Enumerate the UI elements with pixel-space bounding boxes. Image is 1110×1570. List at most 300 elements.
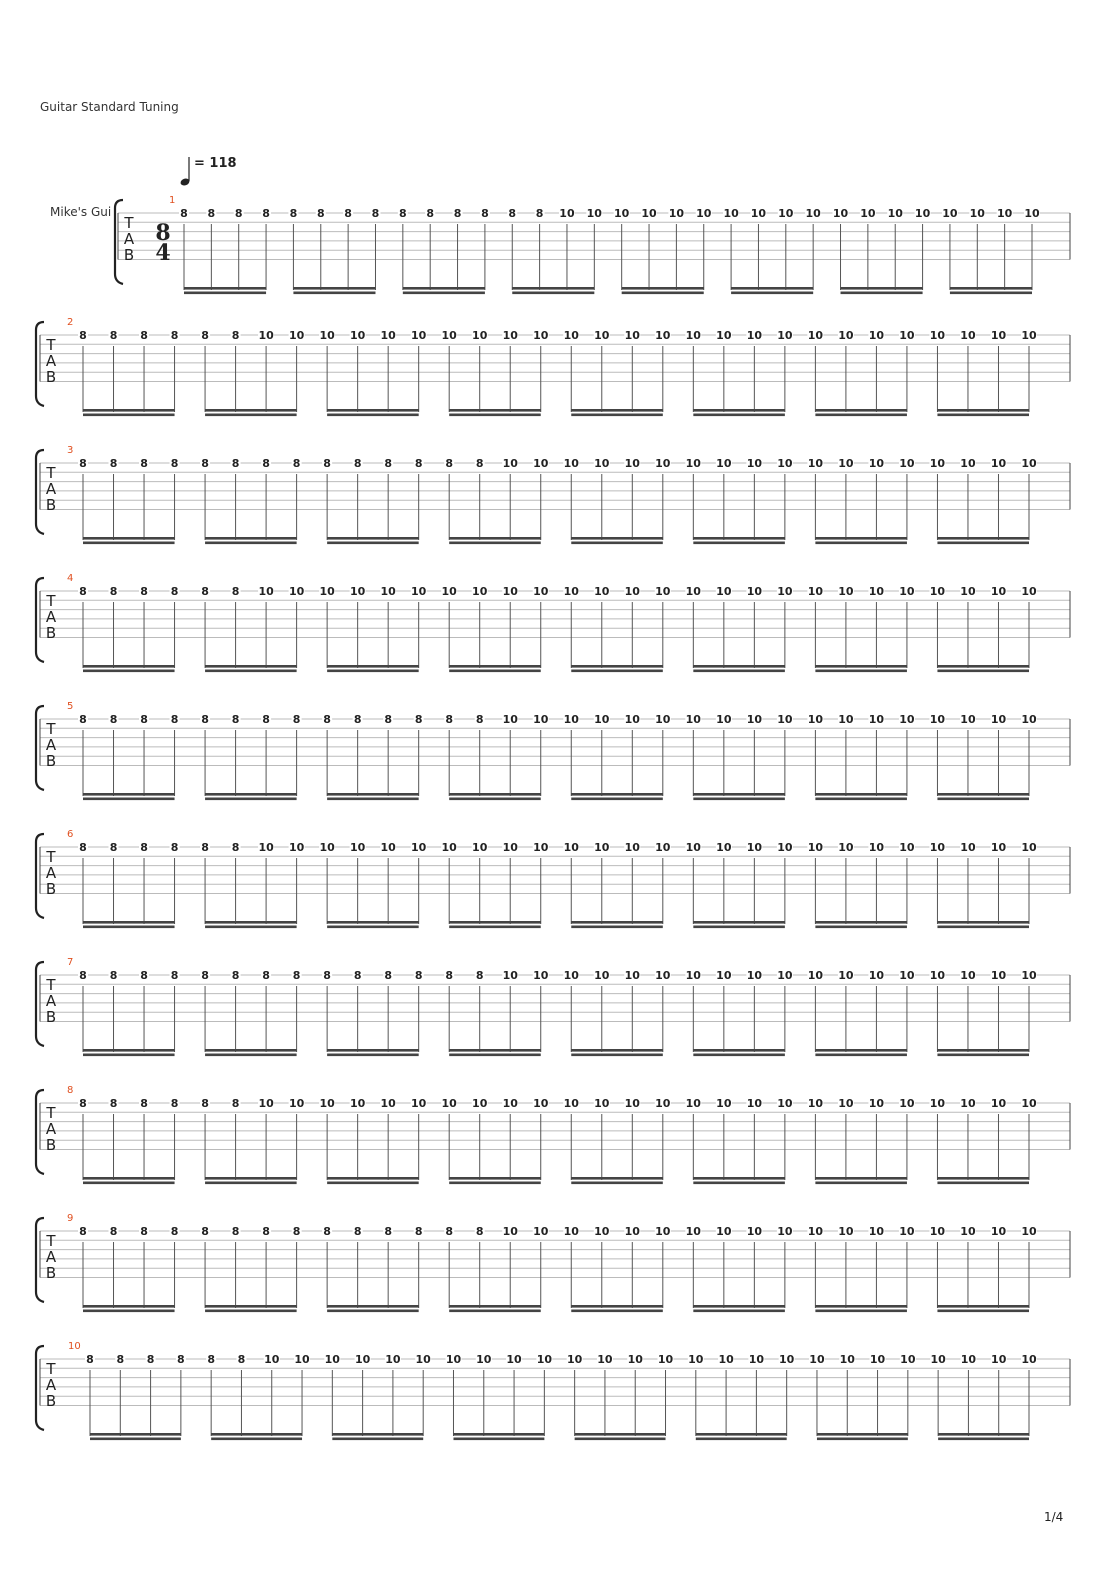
beam bbox=[205, 665, 297, 668]
fret-number: 10 bbox=[319, 585, 335, 598]
fret-number: 10 bbox=[807, 1097, 824, 1110]
fret-number: 8 bbox=[445, 457, 454, 470]
fret-number: 10 bbox=[624, 1225, 640, 1238]
fret-number: 10 bbox=[411, 585, 427, 598]
fret-number: 8 bbox=[414, 969, 423, 982]
beam bbox=[512, 287, 594, 290]
tab-system bbox=[0, 701, 1110, 816]
fret-number: 10 bbox=[411, 841, 427, 854]
fret-number: 10 bbox=[655, 841, 671, 854]
fret-number: 8 bbox=[79, 841, 87, 854]
beam bbox=[731, 292, 813, 295]
fret-number: 10 bbox=[258, 329, 274, 342]
fret-number: 8 bbox=[399, 207, 407, 220]
fret-number: 8 bbox=[109, 1097, 118, 1110]
beam bbox=[205, 542, 297, 545]
fret-number: 8 bbox=[292, 457, 301, 470]
bar-number: 9 bbox=[67, 1213, 74, 1224]
fret-number: 8 bbox=[180, 207, 188, 220]
fret-number: 10 bbox=[838, 457, 854, 470]
fret-number: 8 bbox=[109, 1225, 118, 1238]
fret-number: 10 bbox=[319, 841, 335, 854]
beam bbox=[571, 1177, 663, 1180]
fret-number: 10 bbox=[960, 329, 976, 342]
beam bbox=[327, 414, 419, 417]
fret-number: 8 bbox=[170, 841, 179, 854]
fret-number: 10 bbox=[838, 969, 854, 982]
beam bbox=[937, 414, 1029, 417]
fret-number: 8 bbox=[201, 713, 209, 726]
fret-number: 8 bbox=[414, 457, 423, 470]
beam bbox=[449, 1305, 541, 1308]
fret-number: 8 bbox=[384, 969, 392, 982]
tempo-value: = 118 bbox=[194, 156, 237, 171]
fret-number: 10 bbox=[258, 1097, 274, 1110]
fret-number: 10 bbox=[594, 1097, 610, 1110]
beam bbox=[83, 414, 175, 417]
fret-number: 10 bbox=[563, 713, 579, 726]
tab-letter: B bbox=[45, 1392, 57, 1410]
beam bbox=[327, 409, 419, 412]
beam bbox=[449, 926, 541, 929]
fret-number: 10 bbox=[1021, 713, 1037, 726]
fret-number: 8 bbox=[207, 1353, 215, 1366]
beam bbox=[937, 537, 1029, 540]
fret-number: 10 bbox=[472, 1097, 488, 1110]
fret-number: 10 bbox=[685, 713, 701, 726]
fret-number: 10 bbox=[502, 585, 518, 598]
tab-system bbox=[0, 445, 1110, 560]
fret-number: 10 bbox=[868, 969, 885, 982]
beam bbox=[332, 1438, 423, 1441]
fret-number: 8 bbox=[140, 969, 148, 982]
beam bbox=[693, 670, 785, 673]
fret-number: 10 bbox=[533, 841, 549, 854]
beam bbox=[83, 1310, 175, 1313]
fret-number: 10 bbox=[685, 585, 701, 598]
tab-letter: T bbox=[46, 464, 56, 482]
beam bbox=[83, 542, 175, 545]
beam bbox=[571, 793, 663, 796]
fret-number: 10 bbox=[349, 585, 366, 598]
fret-number: 10 bbox=[563, 841, 579, 854]
fret-number: 10 bbox=[778, 207, 794, 220]
tab-letter: A bbox=[45, 736, 57, 754]
beam bbox=[571, 670, 663, 673]
fret-number: 8 bbox=[384, 457, 392, 470]
fret-number: 10 bbox=[536, 1353, 553, 1366]
beam bbox=[817, 1438, 908, 1441]
fret-number: 10 bbox=[594, 329, 610, 342]
beam bbox=[815, 542, 907, 545]
fret-number: 8 bbox=[231, 1225, 240, 1238]
fret-number: 10 bbox=[533, 1225, 549, 1238]
fret-number: 10 bbox=[990, 1097, 1007, 1110]
fret-number: 8 bbox=[453, 207, 462, 220]
beam bbox=[937, 1049, 1029, 1052]
beam bbox=[937, 409, 1029, 412]
fret-number: 10 bbox=[930, 1353, 946, 1366]
beam bbox=[571, 926, 663, 929]
fret-number: 8 bbox=[109, 841, 118, 854]
fret-number: 10 bbox=[476, 1353, 492, 1366]
fret-number: 10 bbox=[472, 841, 488, 854]
fret-number: 8 bbox=[201, 329, 209, 342]
bar-number: 6 bbox=[67, 829, 74, 840]
fret-number: 8 bbox=[414, 1225, 423, 1238]
fret-number: 10 bbox=[960, 1353, 977, 1366]
beam bbox=[90, 1433, 181, 1436]
fret-number: 10 bbox=[1021, 1225, 1037, 1238]
beam bbox=[571, 1310, 663, 1313]
beam bbox=[693, 798, 785, 801]
fret-number: 10 bbox=[563, 329, 579, 342]
beam bbox=[83, 793, 175, 796]
fret-number: 10 bbox=[472, 329, 488, 342]
tab-letter: B bbox=[45, 880, 57, 898]
beam bbox=[205, 1054, 297, 1057]
tab-letter: B bbox=[45, 1264, 57, 1282]
tab-letter: T bbox=[46, 848, 56, 866]
fret-number: 10 bbox=[655, 713, 671, 726]
fret-number: 10 bbox=[868, 329, 885, 342]
beam bbox=[815, 665, 907, 668]
fret-number: 10 bbox=[960, 969, 976, 982]
beam bbox=[815, 409, 907, 412]
fret-number: 10 bbox=[899, 841, 915, 854]
tab-letter: T bbox=[46, 720, 56, 738]
fret-number: 10 bbox=[685, 1097, 701, 1110]
fret-number: 8 bbox=[323, 969, 331, 982]
fret-number: 8 bbox=[353, 969, 362, 982]
beam bbox=[693, 537, 785, 540]
beam bbox=[693, 1177, 785, 1180]
fret-number: 10 bbox=[696, 207, 712, 220]
fret-number: 10 bbox=[990, 585, 1007, 598]
fret-number: 10 bbox=[668, 207, 685, 220]
beam bbox=[937, 793, 1029, 796]
fret-number: 10 bbox=[264, 1353, 280, 1366]
bar-number: 3 bbox=[67, 445, 74, 456]
fret-number: 10 bbox=[533, 585, 549, 598]
beam bbox=[327, 542, 419, 545]
fret-number: 8 bbox=[262, 713, 270, 726]
fret-number: 10 bbox=[899, 969, 915, 982]
fret-number: 10 bbox=[777, 329, 793, 342]
time-signature-denominator: 4 bbox=[155, 240, 171, 266]
fret-number: 10 bbox=[563, 1225, 579, 1238]
fret-number: 10 bbox=[868, 585, 885, 598]
beam bbox=[211, 1438, 302, 1441]
fret-number: 8 bbox=[323, 1225, 331, 1238]
fret-number: 10 bbox=[624, 329, 640, 342]
beam bbox=[83, 1182, 175, 1185]
beam bbox=[83, 798, 175, 801]
tab-letter: B bbox=[45, 1008, 57, 1026]
fret-number: 10 bbox=[869, 1353, 886, 1366]
beam bbox=[693, 665, 785, 668]
beam bbox=[449, 665, 541, 668]
fret-number: 8 bbox=[475, 969, 484, 982]
fret-number: 10 bbox=[991, 1353, 1007, 1366]
fret-number: 10 bbox=[838, 1225, 854, 1238]
fret-number: 10 bbox=[868, 1225, 885, 1238]
beam bbox=[693, 1049, 785, 1052]
fret-number: 10 bbox=[594, 457, 610, 470]
beam bbox=[211, 1433, 302, 1436]
beam bbox=[205, 537, 297, 540]
fret-number: 10 bbox=[641, 207, 657, 220]
fret-number: 10 bbox=[349, 1097, 366, 1110]
fret-number: 10 bbox=[960, 585, 976, 598]
fret-number: 10 bbox=[655, 969, 671, 982]
beam bbox=[693, 409, 785, 412]
beam bbox=[83, 665, 175, 668]
fret-number: 10 bbox=[627, 1353, 643, 1366]
fret-number: 10 bbox=[354, 1353, 371, 1366]
beam bbox=[841, 287, 923, 290]
beam bbox=[83, 926, 175, 929]
beam bbox=[83, 409, 175, 412]
beam bbox=[449, 409, 541, 412]
fret-number: 8 bbox=[231, 1097, 240, 1110]
beam bbox=[327, 921, 419, 924]
beam bbox=[449, 1310, 541, 1313]
beam bbox=[449, 1182, 541, 1185]
fret-number: 10 bbox=[746, 1225, 763, 1238]
time-signature-numerator: 8 bbox=[155, 220, 171, 246]
fret-number: 10 bbox=[960, 1097, 976, 1110]
tab-letter: A bbox=[45, 1248, 57, 1266]
bar-number: 8 bbox=[67, 1085, 74, 1096]
beam bbox=[696, 1438, 787, 1441]
fret-number: 10 bbox=[685, 1225, 701, 1238]
fret-number: 8 bbox=[140, 841, 148, 854]
fret-number: 10 bbox=[1021, 1097, 1037, 1110]
fret-number: 10 bbox=[777, 713, 793, 726]
fret-number: 10 bbox=[502, 841, 518, 854]
fret-number: 10 bbox=[385, 1353, 401, 1366]
beam bbox=[205, 1049, 297, 1052]
fret-number: 10 bbox=[685, 969, 701, 982]
fret-number: 8 bbox=[353, 457, 362, 470]
fret-number: 10 bbox=[655, 585, 671, 598]
beam bbox=[449, 1049, 541, 1052]
fret-number: 10 bbox=[777, 585, 793, 598]
fret-number: 10 bbox=[533, 713, 549, 726]
fret-number: 8 bbox=[323, 713, 331, 726]
beam bbox=[83, 1054, 175, 1057]
beam bbox=[693, 926, 785, 929]
fret-number: 10 bbox=[288, 329, 305, 342]
tab-letter: B bbox=[45, 752, 57, 770]
beam bbox=[403, 292, 485, 295]
tab-system bbox=[0, 957, 1110, 1072]
beam bbox=[205, 793, 297, 796]
fret-number: 8 bbox=[170, 1097, 179, 1110]
fret-number: 10 bbox=[990, 1225, 1007, 1238]
fret-number: 10 bbox=[746, 841, 763, 854]
beam bbox=[937, 926, 1029, 929]
beam bbox=[184, 287, 266, 290]
fret-number: 8 bbox=[79, 585, 87, 598]
fret-number: 8 bbox=[79, 969, 87, 982]
fret-number: 8 bbox=[231, 329, 240, 342]
fret-number: 10 bbox=[929, 457, 946, 470]
beam bbox=[938, 1433, 1029, 1436]
fret-number: 8 bbox=[201, 969, 209, 982]
fret-number: 8 bbox=[371, 207, 380, 220]
beam bbox=[937, 1177, 1029, 1180]
beam bbox=[571, 537, 663, 540]
fret-number: 10 bbox=[716, 969, 732, 982]
fret-number: 8 bbox=[323, 457, 331, 470]
fret-number: 10 bbox=[838, 329, 854, 342]
beam bbox=[950, 292, 1032, 295]
beam bbox=[693, 1054, 785, 1057]
beam bbox=[815, 793, 907, 796]
beam bbox=[449, 793, 541, 796]
fret-number: 10 bbox=[716, 713, 732, 726]
beam bbox=[693, 1310, 785, 1313]
beam bbox=[449, 537, 541, 540]
fret-number: 10 bbox=[441, 1097, 457, 1110]
beam bbox=[184, 292, 266, 295]
fret-number: 10 bbox=[777, 1097, 793, 1110]
beam bbox=[327, 798, 419, 801]
fret-number: 10 bbox=[594, 1225, 610, 1238]
fret-number: 10 bbox=[288, 841, 305, 854]
fret-number: 10 bbox=[807, 585, 824, 598]
fret-number: 10 bbox=[258, 841, 274, 854]
tab-letter: A bbox=[45, 1120, 57, 1138]
fret-number: 8 bbox=[140, 1097, 148, 1110]
tab-system bbox=[0, 317, 1110, 432]
beam bbox=[693, 542, 785, 545]
fret-number: 10 bbox=[899, 713, 915, 726]
fret-number: 10 bbox=[746, 457, 763, 470]
beam bbox=[937, 670, 1029, 673]
fret-number: 8 bbox=[109, 969, 118, 982]
fret-number: 10 bbox=[996, 207, 1013, 220]
beam bbox=[693, 414, 785, 417]
fret-number: 10 bbox=[624, 713, 640, 726]
tab-letter: A bbox=[45, 864, 57, 882]
tab-letter: T bbox=[46, 592, 56, 610]
fret-number: 8 bbox=[292, 969, 301, 982]
fret-number: 8 bbox=[475, 457, 484, 470]
fret-number: 10 bbox=[960, 713, 976, 726]
fret-number: 8 bbox=[201, 1097, 209, 1110]
fret-number: 10 bbox=[415, 1353, 431, 1366]
fret-number: 10 bbox=[990, 969, 1007, 982]
fret-number: 10 bbox=[960, 457, 976, 470]
fret-number: 10 bbox=[929, 1097, 946, 1110]
fret-number: 10 bbox=[809, 1353, 825, 1366]
fret-number: 10 bbox=[657, 1353, 674, 1366]
fret-number: 8 bbox=[109, 457, 118, 470]
beam bbox=[571, 1049, 663, 1052]
fret-number: 10 bbox=[349, 841, 366, 854]
fret-number: 8 bbox=[262, 457, 270, 470]
beam bbox=[83, 1177, 175, 1180]
beam bbox=[693, 793, 785, 796]
fret-number: 8 bbox=[231, 713, 240, 726]
fret-number: 10 bbox=[929, 585, 946, 598]
fret-number: 10 bbox=[502, 713, 518, 726]
fret-number: 10 bbox=[1021, 585, 1037, 598]
tab-letter: T bbox=[46, 336, 56, 354]
fret-number: 8 bbox=[344, 207, 352, 220]
tempo-marking bbox=[178, 154, 268, 188]
tab-letter: T bbox=[46, 976, 56, 994]
beam bbox=[449, 414, 541, 417]
fret-number: 10 bbox=[807, 969, 824, 982]
fret-number: 8 bbox=[231, 969, 240, 982]
beam bbox=[293, 292, 375, 295]
fret-number: 10 bbox=[716, 841, 732, 854]
fret-number: 8 bbox=[292, 713, 301, 726]
beam bbox=[205, 409, 297, 412]
beam bbox=[937, 1054, 1029, 1057]
fret-number: 8 bbox=[234, 207, 243, 220]
fret-number: 10 bbox=[594, 713, 610, 726]
fret-number: 10 bbox=[502, 329, 518, 342]
tuning-label: Guitar Standard Tuning bbox=[40, 100, 179, 114]
beam bbox=[453, 1433, 544, 1436]
fret-number: 10 bbox=[502, 1225, 518, 1238]
beam bbox=[83, 670, 175, 673]
fret-number: 8 bbox=[231, 585, 240, 598]
fret-number: 10 bbox=[563, 1097, 579, 1110]
tab-letter: T bbox=[124, 214, 134, 232]
fret-number: 10 bbox=[805, 207, 821, 220]
fret-number: 10 bbox=[566, 1353, 583, 1366]
fret-number: 8 bbox=[86, 1353, 94, 1366]
beam bbox=[571, 542, 663, 545]
fret-number: 10 bbox=[838, 841, 854, 854]
beam bbox=[571, 1305, 663, 1308]
fret-number: 8 bbox=[445, 969, 454, 982]
fret-number: 10 bbox=[380, 841, 396, 854]
beam bbox=[622, 287, 704, 290]
fret-number: 10 bbox=[624, 1097, 640, 1110]
fret-number: 10 bbox=[597, 1353, 613, 1366]
fret-number: 10 bbox=[655, 329, 671, 342]
beam bbox=[327, 1305, 419, 1308]
fret-number: 10 bbox=[624, 457, 640, 470]
fret-number: 8 bbox=[170, 329, 179, 342]
beam bbox=[575, 1433, 666, 1436]
fret-number: 10 bbox=[746, 713, 763, 726]
fret-number: 10 bbox=[294, 1353, 310, 1366]
fret-number: 10 bbox=[914, 207, 931, 220]
beam bbox=[449, 542, 541, 545]
fret-number: 10 bbox=[777, 969, 793, 982]
fret-number: 10 bbox=[777, 841, 793, 854]
beam bbox=[205, 1305, 297, 1308]
fret-number: 10 bbox=[990, 713, 1007, 726]
fret-number: 10 bbox=[723, 207, 739, 220]
beam bbox=[332, 1433, 423, 1436]
fret-number: 10 bbox=[779, 1353, 795, 1366]
beam bbox=[841, 292, 923, 295]
fret-number: 8 bbox=[140, 585, 148, 598]
fret-number: 10 bbox=[1021, 329, 1037, 342]
fret-number: 10 bbox=[1021, 969, 1037, 982]
fret-number: 8 bbox=[262, 969, 270, 982]
beam bbox=[205, 1182, 297, 1185]
